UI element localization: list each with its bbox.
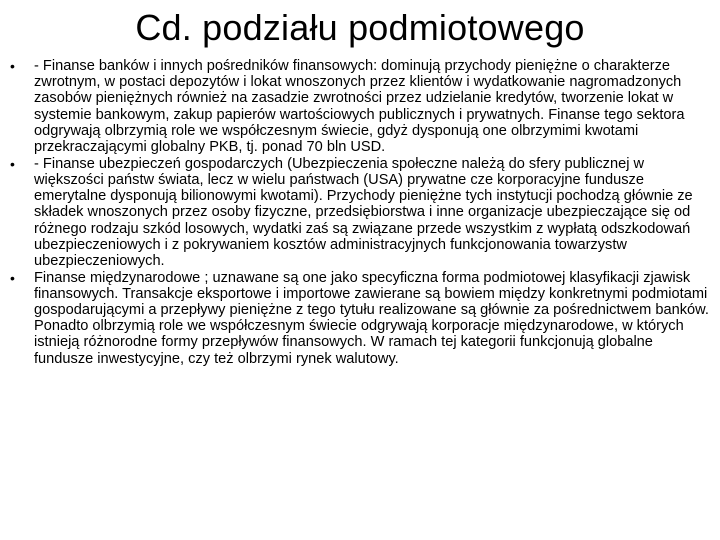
bullet-item bbox=[8, 156, 712, 269]
bullet-marker: • bbox=[10, 155, 15, 172]
bullet-item bbox=[8, 270, 712, 367]
slide-title: Cd. podziału podmiotowego bbox=[135, 7, 585, 48]
bullet-list bbox=[8, 58, 712, 367]
bullet-lead: Finanse międzynarodowe ; bbox=[34, 269, 209, 286]
bullet-marker: • bbox=[10, 58, 15, 74]
bullet-lead: - Finanse ubezpieczeń gospodarczych bbox=[34, 155, 284, 172]
bullet-text: (Ubezpieczenia społeczne należą do sfery publicznej w większości państw świata, lecz w wielu państwach (USA) prywatne cze korporacyjne fundusze emerytalne dysponują bilionowymi kwotami). Przychody pieniężne tych instytucji pochodzą głównie ze składek wnoszonych przez osoby fizyczne, przedsiębiorstwa i inne organizacje ubezpieczające się od różnego rodzaju szkód losowych, wydatki zaś są związane przede wszystkim z wypłatą odszkodowań ubezpieczeniowych i z pokrywaniem kosztów administracyjnych funkcjonowania towarzystw ubezpieczeniowych. bbox=[34, 155, 693, 269]
bullet-marker: • bbox=[10, 269, 15, 286]
bullet-text: uznawane są one jako specyficzna forma podmiotowej klasyfikacji zjawisk finansowych. Transakcje eksportowe i importowe zawierane są bowiem między konkretnymi podmiotami gospodarującymi a przepływy pieniężne z tego tytułu realizowane są głównie za pośrednictwem banków. Ponadto olbrzymią role we współczesnym świecie odgrywają korporacje międzynarodowe, w których istnieją różnorodne formy przepływów finansowych. W ramach tej kategorii funkcjonują globalne fundusze inwestycyjne, czy też olbrzymi rynek walutowy. bbox=[34, 269, 709, 367]
bullet-lead: - Finanse banków i innych pośredników finansowych bbox=[34, 58, 374, 74]
bullet-text: : dominują przychody pieniężne o charakterze zwrotnym, w postaci depozytów i lokat wnoszonych przez klientów i wydatkowanie nagromadzonych zasobów pieniężnych również na zasadzie zwrotności przez udzielanie kredytów, tworzenie lokat w systemie bankowym, zakup papierów wartościowych publicznych i prywatnych. Finanse tego sektora odgrywają olbrzymią role we współczesnym świecie, gdyż dysponują one olbrzymimi kwotami przekraczającymi globalny PKB, tj. ponad 70 bln USD. bbox=[34, 58, 685, 156]
bullet-item bbox=[8, 58, 712, 155]
